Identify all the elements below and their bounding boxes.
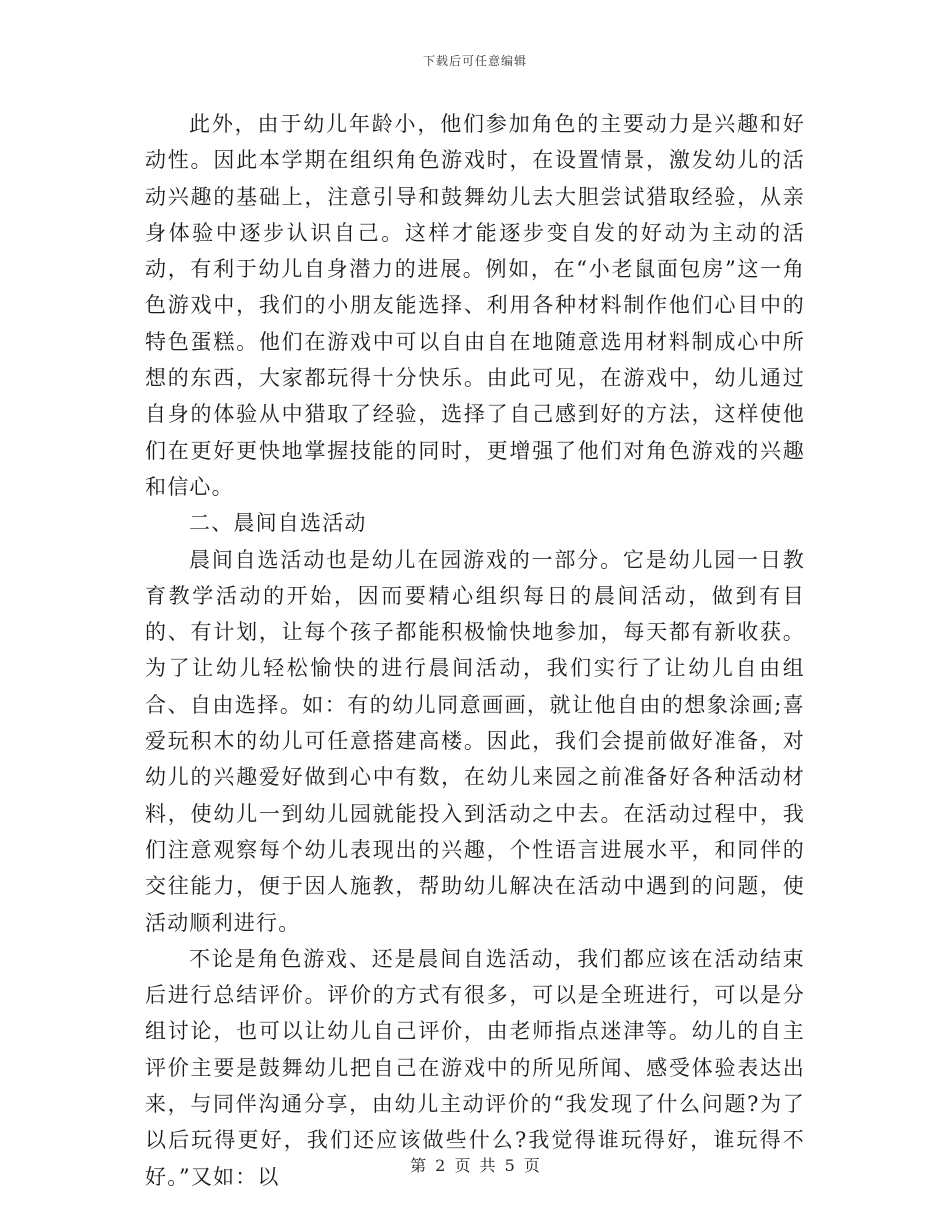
section-heading-morning-activities: 二、晨间自选活动: [189, 511, 367, 536]
page-header: 下载后可任意编辑: [422, 54, 527, 68]
paragraph-morning-activities: 晨间自选活动也是幼儿在园游戏的一部分。它是幼儿园一日教育教学活动的开始，因而要精心组织每日的晨间活动，做到有目的、有计划，让每个孩子都能积极愉快地参加，每天都有新收获。为了让幼儿轻松愉快的进行晨间活动，我们实行了让幼儿自由组合、自由选择。如：有的幼儿同意画画，就让他自由的想象涂画;喜爱玩积木的幼儿可任意搭建高楼。因此，我们会提前做好准备，对幼儿的兴趣爱好做到心中有数，在幼儿来园之前准备好各种活动材料，使幼儿一到幼儿园就能投入到活动之中去。在活动过程中，我们注意观察每个幼儿表现出的兴趣，个性语言进展水平，和同伴的交往能力，便于因人施教，帮助幼儿解决在活动中遇到的问题，使活动顺利进行。: [145, 547, 805, 935]
page-footer: 第 2 页 共 5 页: [410, 1156, 540, 1175]
document-body: [145, 106, 805, 1195]
paragraph-evaluation: 不论是角色游戏、还是晨间自选活动，我们都应该在活动结束后进行总结评价。评价的方式有很多，可以是全班进行，可以是分组讨论，也可以让幼儿自己评价，由老师指点迷津等。幼儿的自主评价主要是鼓舞幼儿把自己在游戏中的所见所闻、感受体验表达出来，与同伴沟通分享，由幼儿主动评价的“我发现了什么问题?为了以后玩得更好，我们还应该做些什么?我觉得谁玩得好，谁玩得不好。”又如：以: [145, 946, 805, 1189]
paragraph-role-play-interest: 此外，由于幼儿年龄小，他们参加角色的主要动力是兴趣和好动性。因此本学期在组织角色游戏时，在设置情景，激发幼儿的活动兴趣的基础上，注意引导和鼓舞幼儿去大胆尝试猎取经验，从亲身体验中逐步认识自己。这样才能逐步变自发的好动为主动的活动，有利于幼儿自身潜力的进展。例如，在“小老鼠面包房”这一角色游戏中，我们的小朋友能选择、利用各种材料制作他们心目中的特色蛋糕。他们在游戏中可以自由自在地随意选用材料制成心中所想的东西，大家都玩得十分快乐。由此可见，在游戏中，幼儿通过自身的体验从中猎取了经验，选择了自己感到好的方法，这样使他们在更好更快地掌握技能的同时，更增强了他们对角色游戏的兴趣和信心。: [145, 112, 805, 499]
